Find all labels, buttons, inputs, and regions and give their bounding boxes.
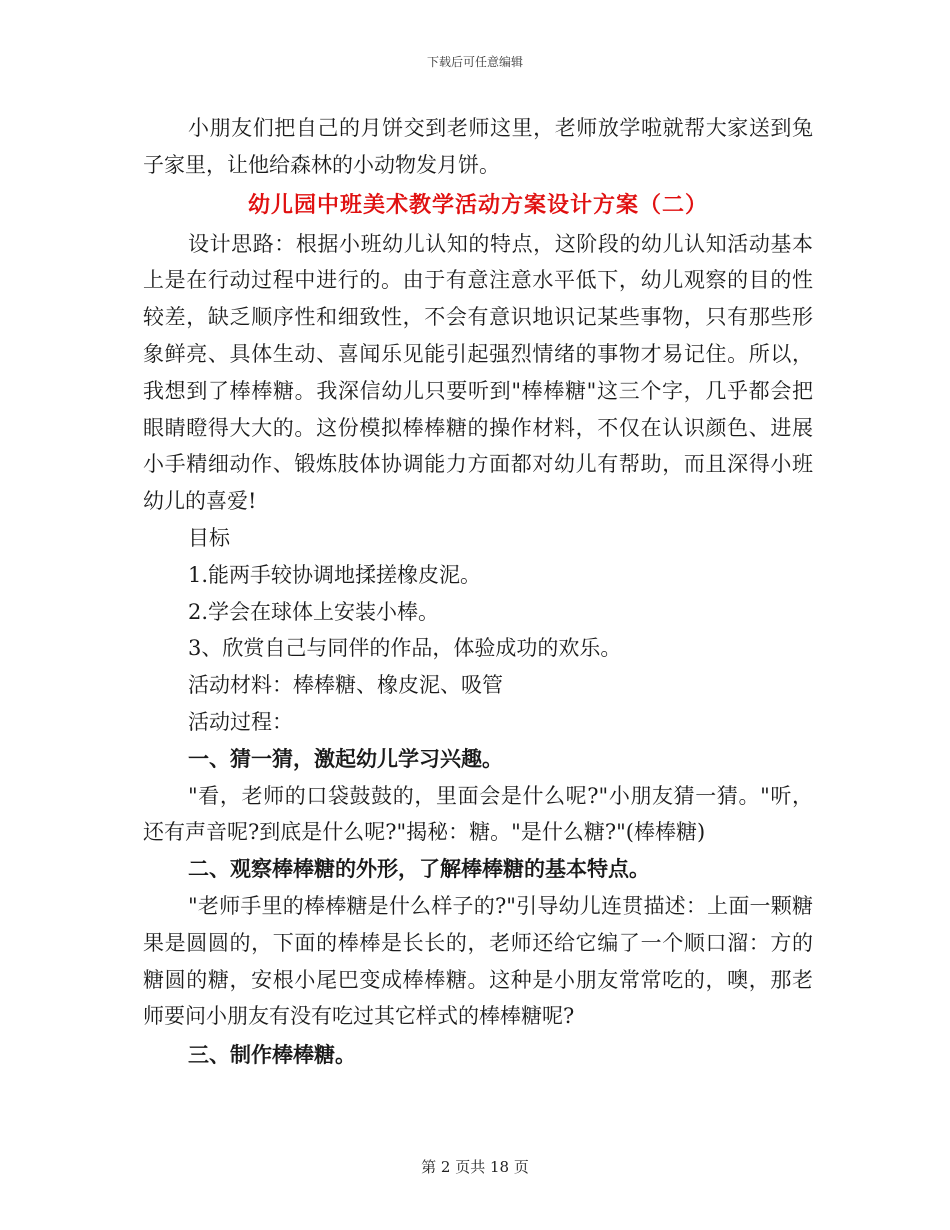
- intro-paragraph: 小朋友们把自己的月饼交到老师这里，老师放学啦就帮大家送到兔子家里，让他给森林的小动物发月饼。: [143, 116, 813, 177]
- step1-text: "看，老师的口袋鼓鼓的，里面会是什么呢?"小朋友猜一猜。"听，还有声音呢?到底是什么呢?"揭秘：糖。"是什么糖?"(棒棒糖): [143, 783, 813, 845]
- document-body: [143, 110, 813, 1074]
- goal-heading: 目标: [188, 525, 230, 550]
- document-title: 幼儿园中班美术教学活动方案设计方案（二）: [247, 191, 708, 218]
- step3-heading: 三、制作棒棒糖。: [188, 1042, 356, 1068]
- goal-item-3: 3、欣赏自己与同伴的作品，体验成功的欢乐。: [188, 636, 622, 661]
- step2-text: "老师手里的棒棒糖是什么样子的?"引导幼儿连贯描述：上面一颗糖果是圆圆的，下面的棒棒是长长的，老师还给它编了一个顺口溜：方的糖圆的糖，安根小尾巴变成棒棒糖。这种是小朋友常常吃的，噢，那老师要问小朋友有没有吃过其它样式的棒棒糖呢?: [143, 893, 813, 1029]
- goal-item-1: 1.能两手较协调地揉搓橡皮泥。: [188, 562, 482, 587]
- design-idea-paragraph: 设计思路：根据小班幼儿认知的特点，这阶段的幼儿认知活动基本上是在行动过程中进行的。由于有意注意水平低下，幼儿观察的目的性较差，缺乏顺序性和细致性，不会有意识地识记某些事物，只有那些形象鲜亮、具体生动、喜闻乐见能引起强烈情绪的事物才易记住。所以，我想到了棒棒糖。我深信幼儿只要听到"棒棒糖"这三个字，几乎都会把眼睛瞪得大大的。这份模拟棒棒糖的操作材料，不仅在认识颜色、进展小手精细动作、锻炼肢体协调能力方面都对幼儿有帮助，而且深得小班幼儿的喜爱!: [143, 231, 813, 514]
- step1-heading: 一、猜一猜，激起幼儿学习兴趣。: [188, 745, 503, 771]
- goal-item-2: 2.学会在球体上安装小棒。: [188, 599, 440, 624]
- process-heading: 活动过程：: [188, 709, 293, 734]
- page-footer: 第 2 页共 18 页: [421, 1158, 529, 1176]
- page-header: 下载后可任意编辑: [426, 55, 523, 69]
- materials-line: 活动材料：棒棒糖、橡皮泥、吸管: [188, 673, 503, 698]
- step2-heading: 二、观察棒棒糖的外形，了解棒棒糖的基本特点。: [188, 856, 650, 882]
